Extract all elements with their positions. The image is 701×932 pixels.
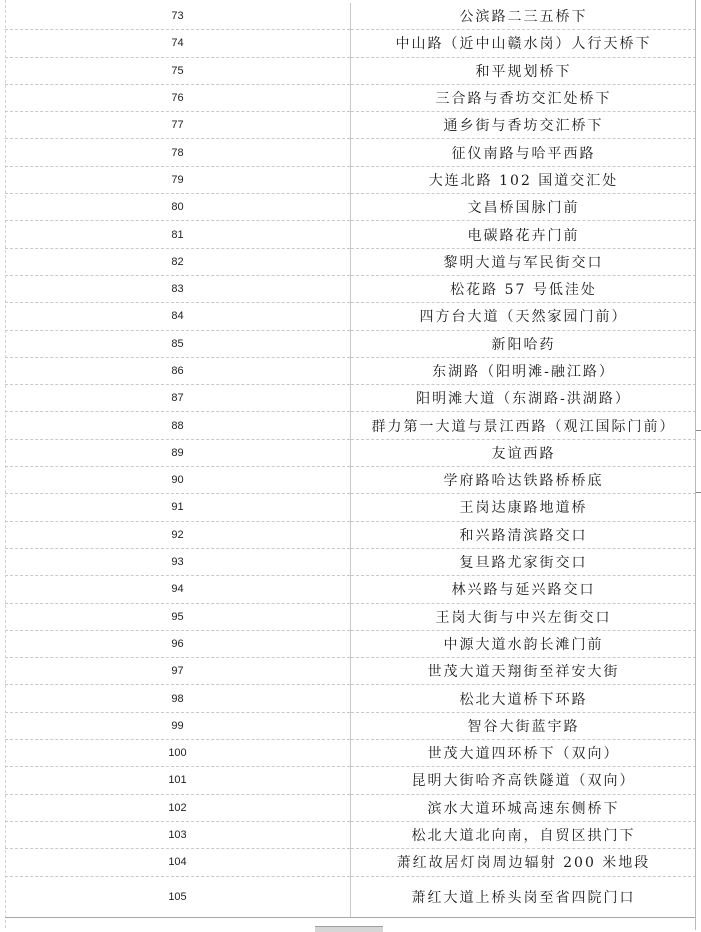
- location-cell: 东湖路（阳明滩-融江路）: [351, 357, 697, 384]
- location-cell: 滨水大道环城高速东侧桥下: [351, 794, 697, 821]
- table-row: [5, 139, 696, 166]
- location-cell: 松北大道北向南，自贸区拱门下: [351, 821, 697, 848]
- location-cell: 学府路哈达铁路桥桥底: [351, 467, 697, 494]
- row-number-cell: 103: [5, 821, 351, 848]
- table-row: [5, 3, 696, 30]
- row-number-cell: 77: [5, 112, 351, 139]
- row-number-cell: 73: [5, 3, 351, 30]
- location-cell: 松北大道桥下环路: [351, 685, 697, 712]
- row-number-cell: 89: [5, 439, 351, 466]
- location-cell: 复旦路尤家街交口: [351, 548, 697, 575]
- location-cell: 松花路 57 号低洼处: [351, 275, 697, 302]
- table-row: [5, 275, 696, 302]
- table-row: [5, 467, 696, 494]
- row-number-cell: 91: [5, 494, 351, 521]
- row-number-cell: 101: [5, 767, 351, 794]
- table-row: [5, 194, 696, 221]
- table-row: [5, 876, 696, 917]
- row-number-cell: 105: [5, 876, 351, 917]
- table-row: [5, 576, 696, 603]
- location-cell: 公滨路二三五桥下: [351, 3, 697, 30]
- row-number-cell: 83: [5, 275, 351, 302]
- location-cell: 通乡街与香坊交汇桥下: [351, 112, 697, 139]
- location-cell: 大连北路 102 国道交汇处: [351, 166, 697, 193]
- location-cell: 王岗达康路地道桥: [351, 494, 697, 521]
- row-number-cell: 78: [5, 139, 351, 166]
- row-number-cell: 84: [5, 303, 351, 330]
- location-cell: 昆明大街哈齐高铁隧道（双向）: [351, 767, 697, 794]
- row-number-cell: 95: [5, 603, 351, 630]
- location-cell: 电碳路花卉门前: [351, 221, 697, 248]
- row-number-cell: 76: [5, 84, 351, 111]
- row-number-cell: 75: [5, 57, 351, 84]
- row-number-cell: 99: [5, 712, 351, 739]
- location-cell: 世茂大道四环桥下（双向）: [351, 740, 697, 767]
- table-row: [5, 57, 696, 84]
- location-cell: 中源大道水韵长滩门前: [351, 630, 697, 657]
- location-cell: 王岗大街与中兴左街交口: [351, 603, 697, 630]
- location-cell: 群力第一大道与景江西路（观江国际门前）: [351, 412, 697, 439]
- row-number-cell: 87: [5, 385, 351, 412]
- row-number-cell: 96: [5, 630, 351, 657]
- location-cell: 萧红故居灯岗周边辐射 200 米地段: [351, 849, 697, 876]
- table-row: [5, 439, 696, 466]
- table-row: [5, 248, 696, 275]
- table-row: [5, 658, 696, 685]
- location-cell: 友谊西路: [351, 439, 697, 466]
- table-row: [5, 112, 696, 139]
- table-row: [5, 385, 696, 412]
- table-row: [5, 412, 696, 439]
- row-number-cell: 79: [5, 166, 351, 193]
- table-row: [5, 685, 696, 712]
- row-number-cell: 74: [5, 30, 351, 57]
- table-row: [5, 821, 696, 848]
- location-cell: 征仪南路与哈平西路: [351, 139, 697, 166]
- table-row: [5, 84, 696, 111]
- table-row: [5, 849, 696, 876]
- location-cell: 中山路（近中山赣水岗）人行天桥下: [351, 30, 697, 57]
- location-cell: 文昌桥国脉门前: [351, 194, 697, 221]
- table-row: [5, 794, 696, 821]
- table-row: [5, 221, 696, 248]
- table-row: [5, 767, 696, 794]
- table-right-border: [695, 0, 696, 930]
- row-number-cell: 90: [5, 467, 351, 494]
- location-cell: 三合路与香坊交汇处桥下: [351, 84, 697, 111]
- row-number-cell: 93: [5, 548, 351, 575]
- location-cell: 新阳哈药: [351, 330, 697, 357]
- row-number-cell: 86: [5, 357, 351, 384]
- table-row: [5, 603, 696, 630]
- location-cell: 阳明滩大道（东湖路-洪湖路）: [351, 385, 697, 412]
- location-table-body: [5, 3, 696, 917]
- page-edge-marker: [696, 492, 701, 493]
- location-cell: 智谷大街蓝宇路: [351, 712, 697, 739]
- table-row: [5, 166, 696, 193]
- row-number-cell: 80: [5, 194, 351, 221]
- row-number-cell: 85: [5, 330, 351, 357]
- location-cell: 黎明大道与军民街交口: [351, 248, 697, 275]
- location-cell: 世茂大道天翔街至祥安大街: [351, 658, 697, 685]
- table-row: [5, 494, 696, 521]
- row-number-cell: 88: [5, 412, 351, 439]
- location-cell: 和平规划桥下: [351, 57, 697, 84]
- location-cell: 四方台大道（天然家园门前）: [351, 303, 697, 330]
- row-number-cell: 82: [5, 248, 351, 275]
- row-number-cell: 104: [5, 849, 351, 876]
- row-number-cell: 100: [5, 740, 351, 767]
- table-row: [5, 303, 696, 330]
- location-cell: 和兴路清滨路交口: [351, 521, 697, 548]
- page-edge-marker: [696, 430, 701, 431]
- table-row: [5, 548, 696, 575]
- location-table: [5, 3, 696, 918]
- row-number-cell: 97: [5, 658, 351, 685]
- page-footer-bar: [315, 926, 383, 932]
- row-number-cell: 94: [5, 576, 351, 603]
- table-row: [5, 712, 696, 739]
- location-cell: 萧红大道上桥头岗至省四院门口: [351, 876, 697, 917]
- table-row: [5, 630, 696, 657]
- table-row: [5, 30, 696, 57]
- table-row: [5, 521, 696, 548]
- row-number-cell: 81: [5, 221, 351, 248]
- location-cell: 林兴路与延兴路交口: [351, 576, 697, 603]
- row-number-cell: 92: [5, 521, 351, 548]
- row-number-cell: 102: [5, 794, 351, 821]
- table-row: [5, 357, 696, 384]
- table-row: [5, 330, 696, 357]
- row-number-cell: 98: [5, 685, 351, 712]
- table-row: [5, 740, 696, 767]
